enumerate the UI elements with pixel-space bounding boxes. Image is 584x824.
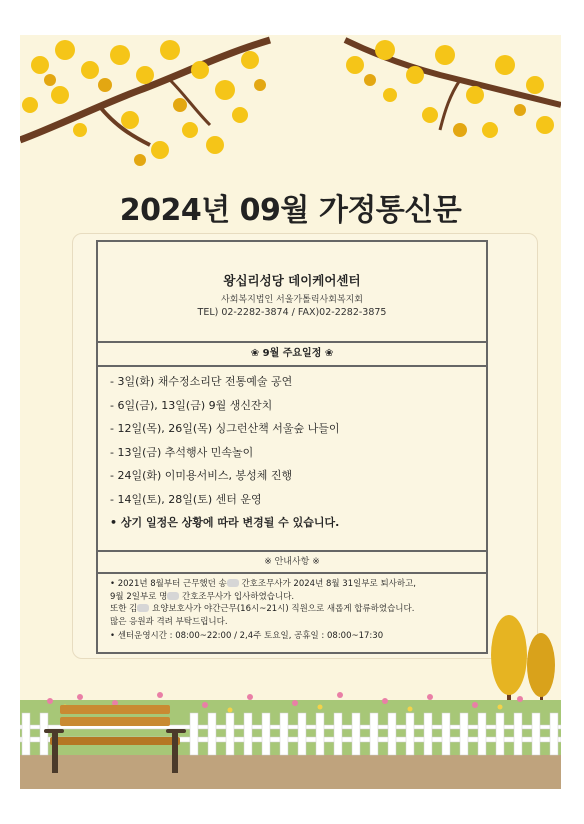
schedule-item: - 14일(토), 28일(토) 센터 운영	[110, 492, 262, 506]
flower-garden	[20, 685, 561, 789]
page-title: 2024년 09월 가정통신문	[119, 193, 462, 228]
notice-line	[110, 578, 480, 591]
ginkgo-branch-right	[330, 35, 561, 155]
notice-text: 간호조무사가 2024년 8월 31일부로 퇴사하고,	[238, 579, 416, 589]
ginkgo-branch-left	[20, 35, 290, 175]
schedule-item: - 12일(목), 26일(목) 싱그런산책 서울숲 나들이	[110, 422, 340, 435]
notice-text: 요양보호사가 야간근무(16시~21시) 직원으로 새롭게 합류하였습니다.	[149, 604, 415, 614]
center-info	[98, 242, 486, 343]
redacted-name	[167, 592, 179, 600]
schedule-item: - 3일(화) 채수정소리단 전통예술 공연	[110, 375, 293, 388]
notice-text: • 2021년 8월부터 근무했던 송	[110, 579, 227, 589]
notice-body	[110, 578, 480, 643]
notice-text: 또한 김	[110, 604, 138, 614]
schedule-item: - 6일(금), 13일(금) 9월 생신잔치	[110, 398, 273, 412]
notice-heading: ※ 안내사항 ※	[98, 550, 486, 574]
schedule-note: • 상기 일정은 상황에 따라 변경될 수 있습니다.	[110, 516, 340, 529]
newsletter-poster	[20, 35, 561, 789]
redacted-name	[227, 579, 239, 587]
center-name: 왕십리성당 데이케어센터	[223, 273, 361, 288]
newsletter-box	[96, 240, 488, 654]
schedule-item: - 24일(화) 이미용서비스, 봉성체 진행	[110, 469, 293, 482]
schedule-list	[110, 373, 480, 538]
notice-line: 많은 응원과 격려 부탁드립니다.	[110, 616, 228, 627]
notice-text: 간호조무사가 입사하였습니다.	[179, 591, 295, 602]
notice-text: 9월 2일부로 명	[110, 591, 168, 602]
notice-line	[110, 591, 480, 604]
corporation-name: 사회복지법인 서울가톨릭사회복지회	[221, 295, 363, 305]
schedule-item: - 13일(금) 추석행사 민속놀이	[110, 445, 254, 459]
schedule-heading: ❀ 9월 주요일정 ❀	[98, 343, 486, 367]
operating-hours: • 센터운영시간 : 08:00~22:00 / 2,4주 토요일, 공휴일 : 08:00~17:30	[110, 631, 384, 641]
contact-info: TEL) 02-2282-3874 / FAX)02-2282-3875	[197, 307, 387, 318]
redacted-name	[137, 604, 149, 612]
notice-line	[110, 603, 480, 616]
